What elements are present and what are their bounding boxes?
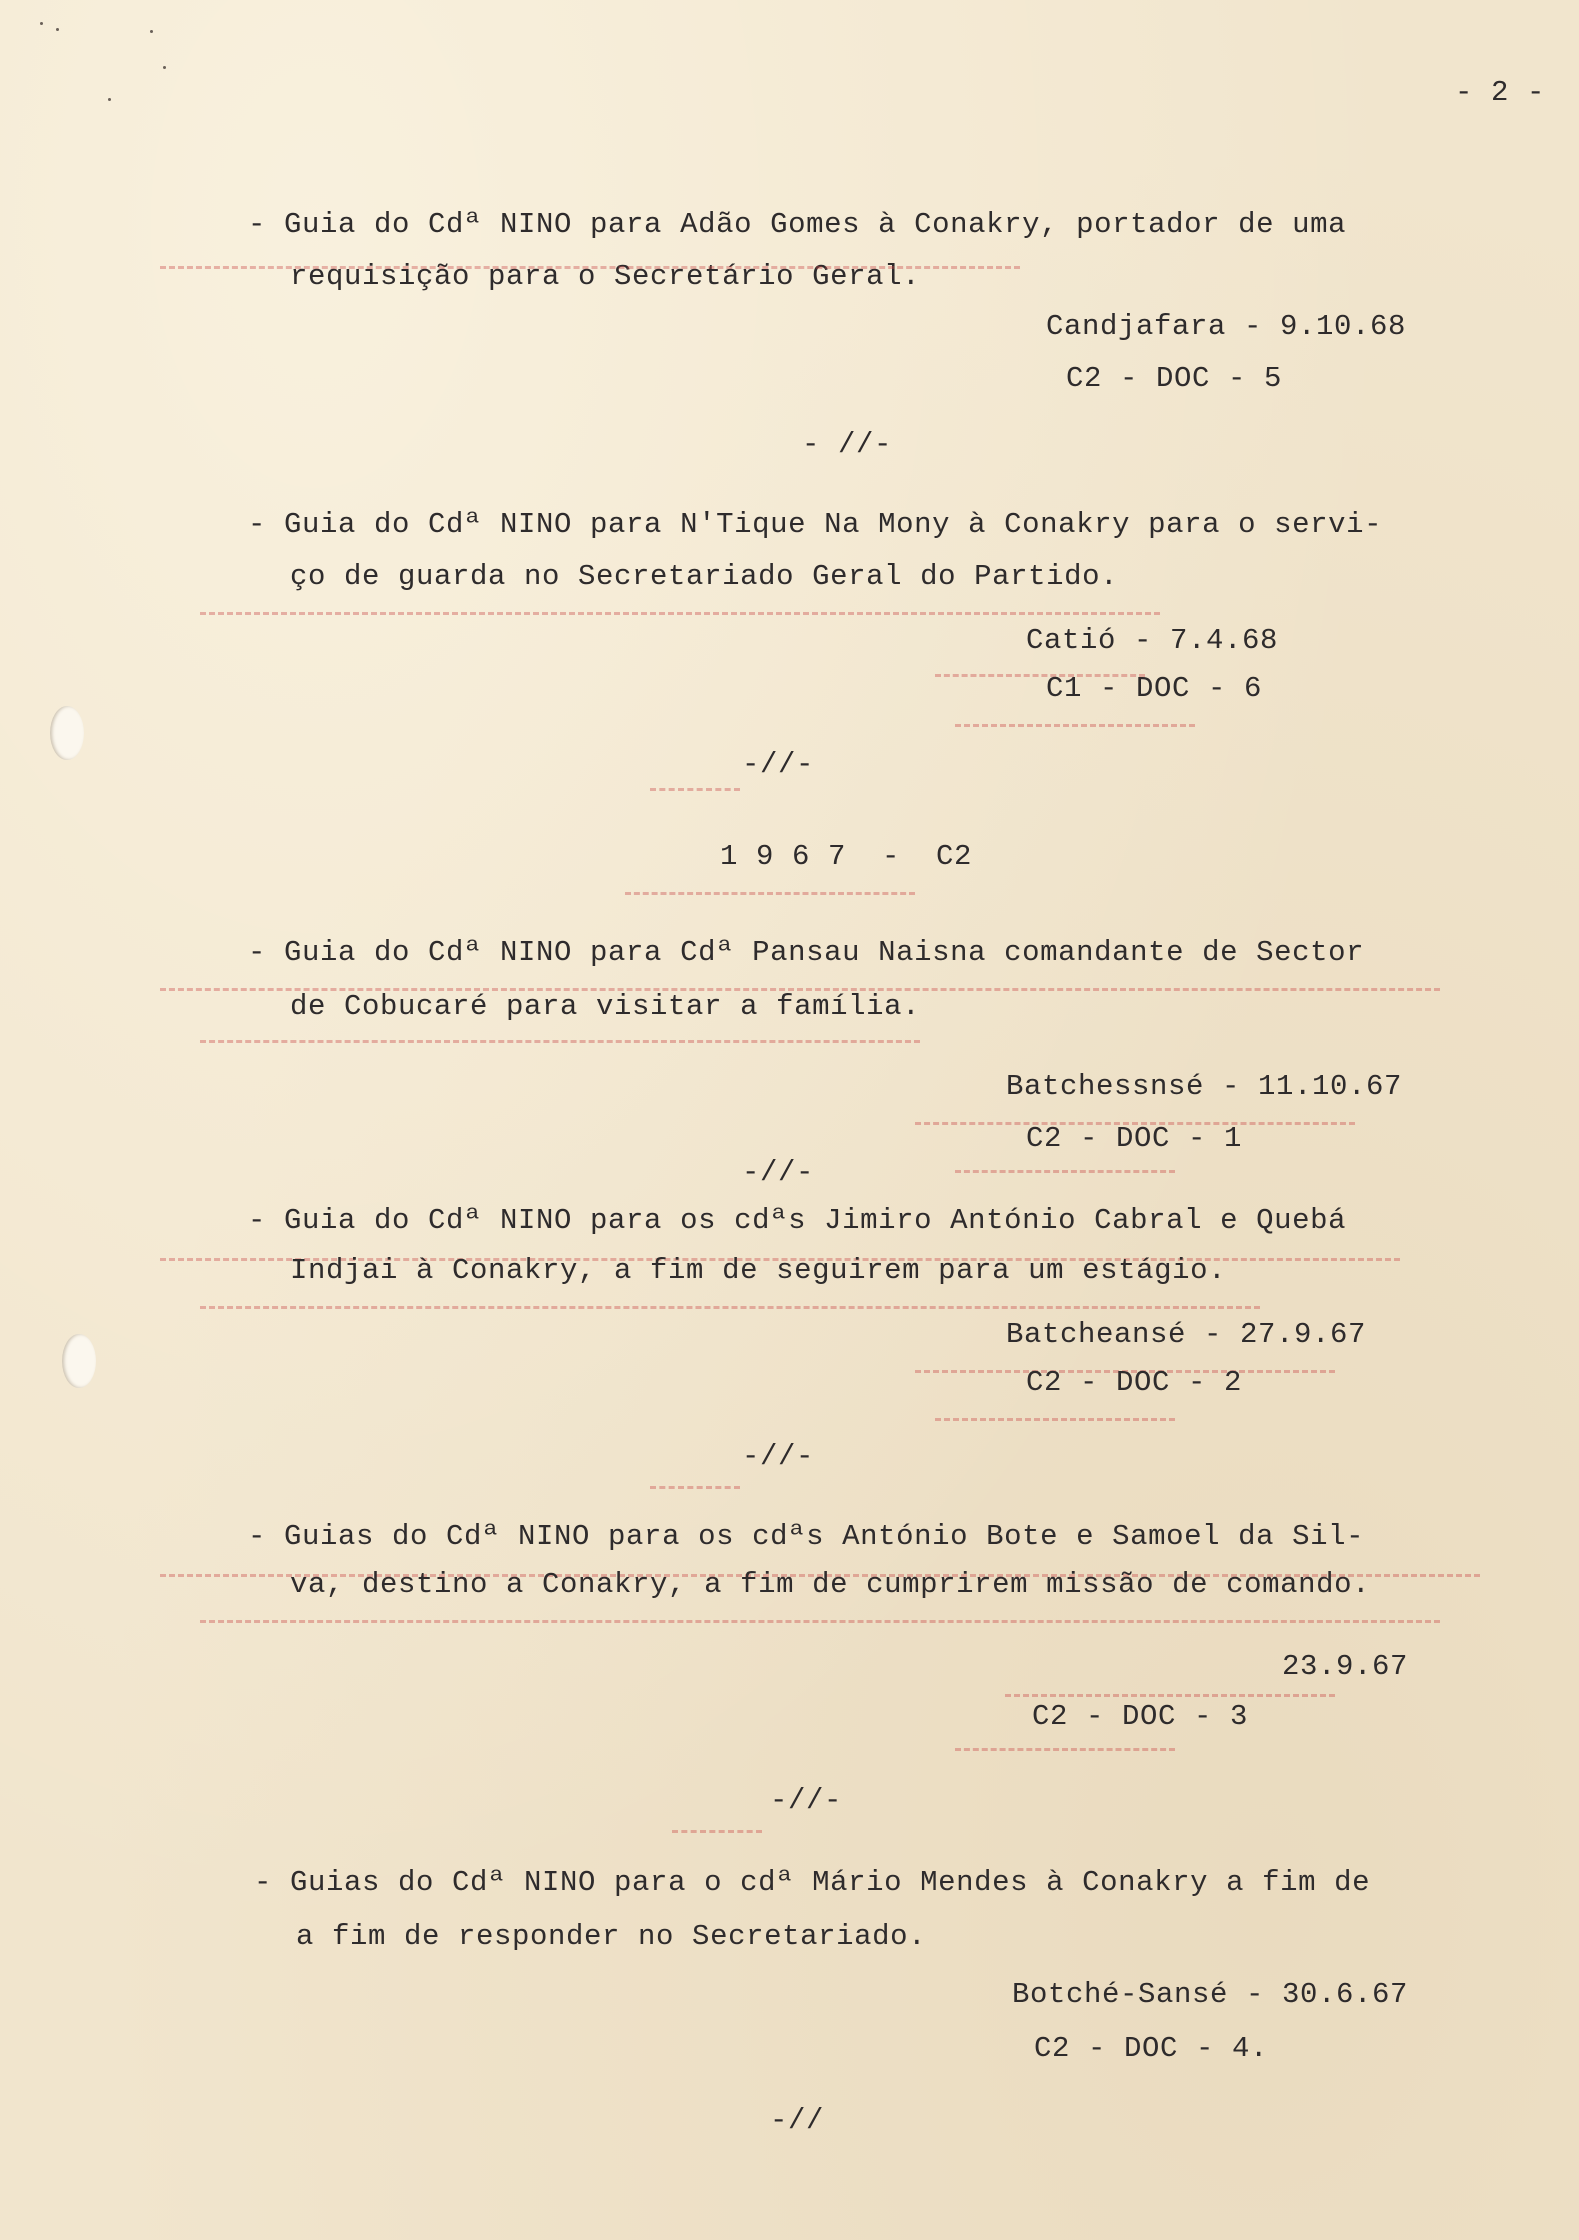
entry-5-line-2: va, destino a Conakry, a fim de cumprirem missão de comando. (290, 1568, 1371, 1601)
entry-1-line-1: - Guia do Cdª NINO para Adão Gomes à Conakry, portador de uma (248, 208, 1347, 241)
red-underline (625, 892, 915, 895)
red-underline (200, 1040, 920, 1043)
red-underline (1005, 1694, 1335, 1697)
red-underline (200, 1620, 1440, 1623)
entry-1-separator: - //- (802, 428, 893, 461)
entry-2-place-date: Catió - 7.4.68 (1026, 624, 1279, 657)
red-underline (935, 1418, 1175, 1421)
entry-2-line-2: ço de guarda no Secretariado Geral do Partido. (290, 560, 1119, 593)
entry-1-reference: C2 - DOC - 5 (1066, 362, 1283, 395)
entry-2-line-1: - Guia do Cdª NINO para N'Tique Na Mony à Conakry para o servi- (248, 508, 1383, 541)
entry-3-place-date: Batchessnsé - 11.10.67 (1006, 1070, 1403, 1103)
entry-2-reference: C1 - DOC - 6 (1046, 672, 1263, 705)
entry-3-reference: C2 - DOC - 1 (1026, 1122, 1243, 1155)
entry-5-reference: C2 - DOC - 3 (1032, 1700, 1249, 1733)
red-underline (650, 788, 740, 791)
entry-2-separator: -//- (742, 748, 815, 781)
entry-6-line-2: a fim de responder no Secretariado. (296, 1920, 927, 1953)
red-underline (200, 612, 1160, 615)
entry-6-line-1: - Guias do Cdª NINO para o cdª Mário Mendes à Conakry a fim de (254, 1866, 1371, 1899)
entry-4-reference: C2 - DOC - 2 (1026, 1366, 1243, 1399)
red-underline (672, 1830, 762, 1833)
paper-speck (163, 66, 166, 69)
entry-4-line-1: - Guia do Cdª NINO para os cdªs Jimiro António Cabral e Quebá (248, 1204, 1347, 1237)
entry-4-separator: -//- (742, 1440, 815, 1473)
red-underline (200, 1306, 1260, 1309)
entry-1-line-2: requisição para o Secretário Geral. (290, 260, 921, 293)
entry-3-line-1: - Guia do Cdª NINO para Cdª Pansau Naisna comandante de Sector (248, 936, 1365, 969)
entry-3-line-2: de Cobucaré para visitar a família. (290, 990, 921, 1023)
paper-speck (108, 98, 111, 101)
year-heading: 1 9 6 7 - C2 (720, 840, 973, 873)
entry-6-reference: C2 - DOC - 4. (1034, 2032, 1269, 2065)
entry-5-separator: -//- (770, 1784, 843, 1817)
entry-3-separator: -//- (742, 1156, 815, 1189)
entry-1-place-date: Candjafara - 9.10.68 (1046, 310, 1407, 343)
page-number: - 2 - (1455, 76, 1546, 109)
red-underline (955, 724, 1195, 727)
punch-hole (62, 1334, 96, 1388)
entry-5-line-1: - Guias do Cdª NINO para os cdªs António Bote e Samoel da Sil- (248, 1520, 1365, 1553)
paper-speck (150, 30, 153, 33)
entry-4-place-date: Batcheansé - 27.9.67 (1006, 1318, 1367, 1351)
red-underline (650, 1486, 740, 1489)
red-underline (160, 266, 1020, 269)
entry-6-place-date: Botché-Sansé - 30.6.67 (1012, 1978, 1409, 2011)
entry-4-line-2: Indjai à Conakry, a fim de seguirem para um estágio. (290, 1254, 1227, 1287)
entry-5-place-date: 23.9.67 (1282, 1650, 1409, 1683)
paper-speck (40, 22, 43, 25)
punch-hole (50, 706, 84, 760)
red-underline (955, 1170, 1175, 1173)
red-underline (955, 1748, 1175, 1751)
entry-6-separator: -// (770, 2104, 825, 2137)
paper-speck (56, 28, 59, 31)
